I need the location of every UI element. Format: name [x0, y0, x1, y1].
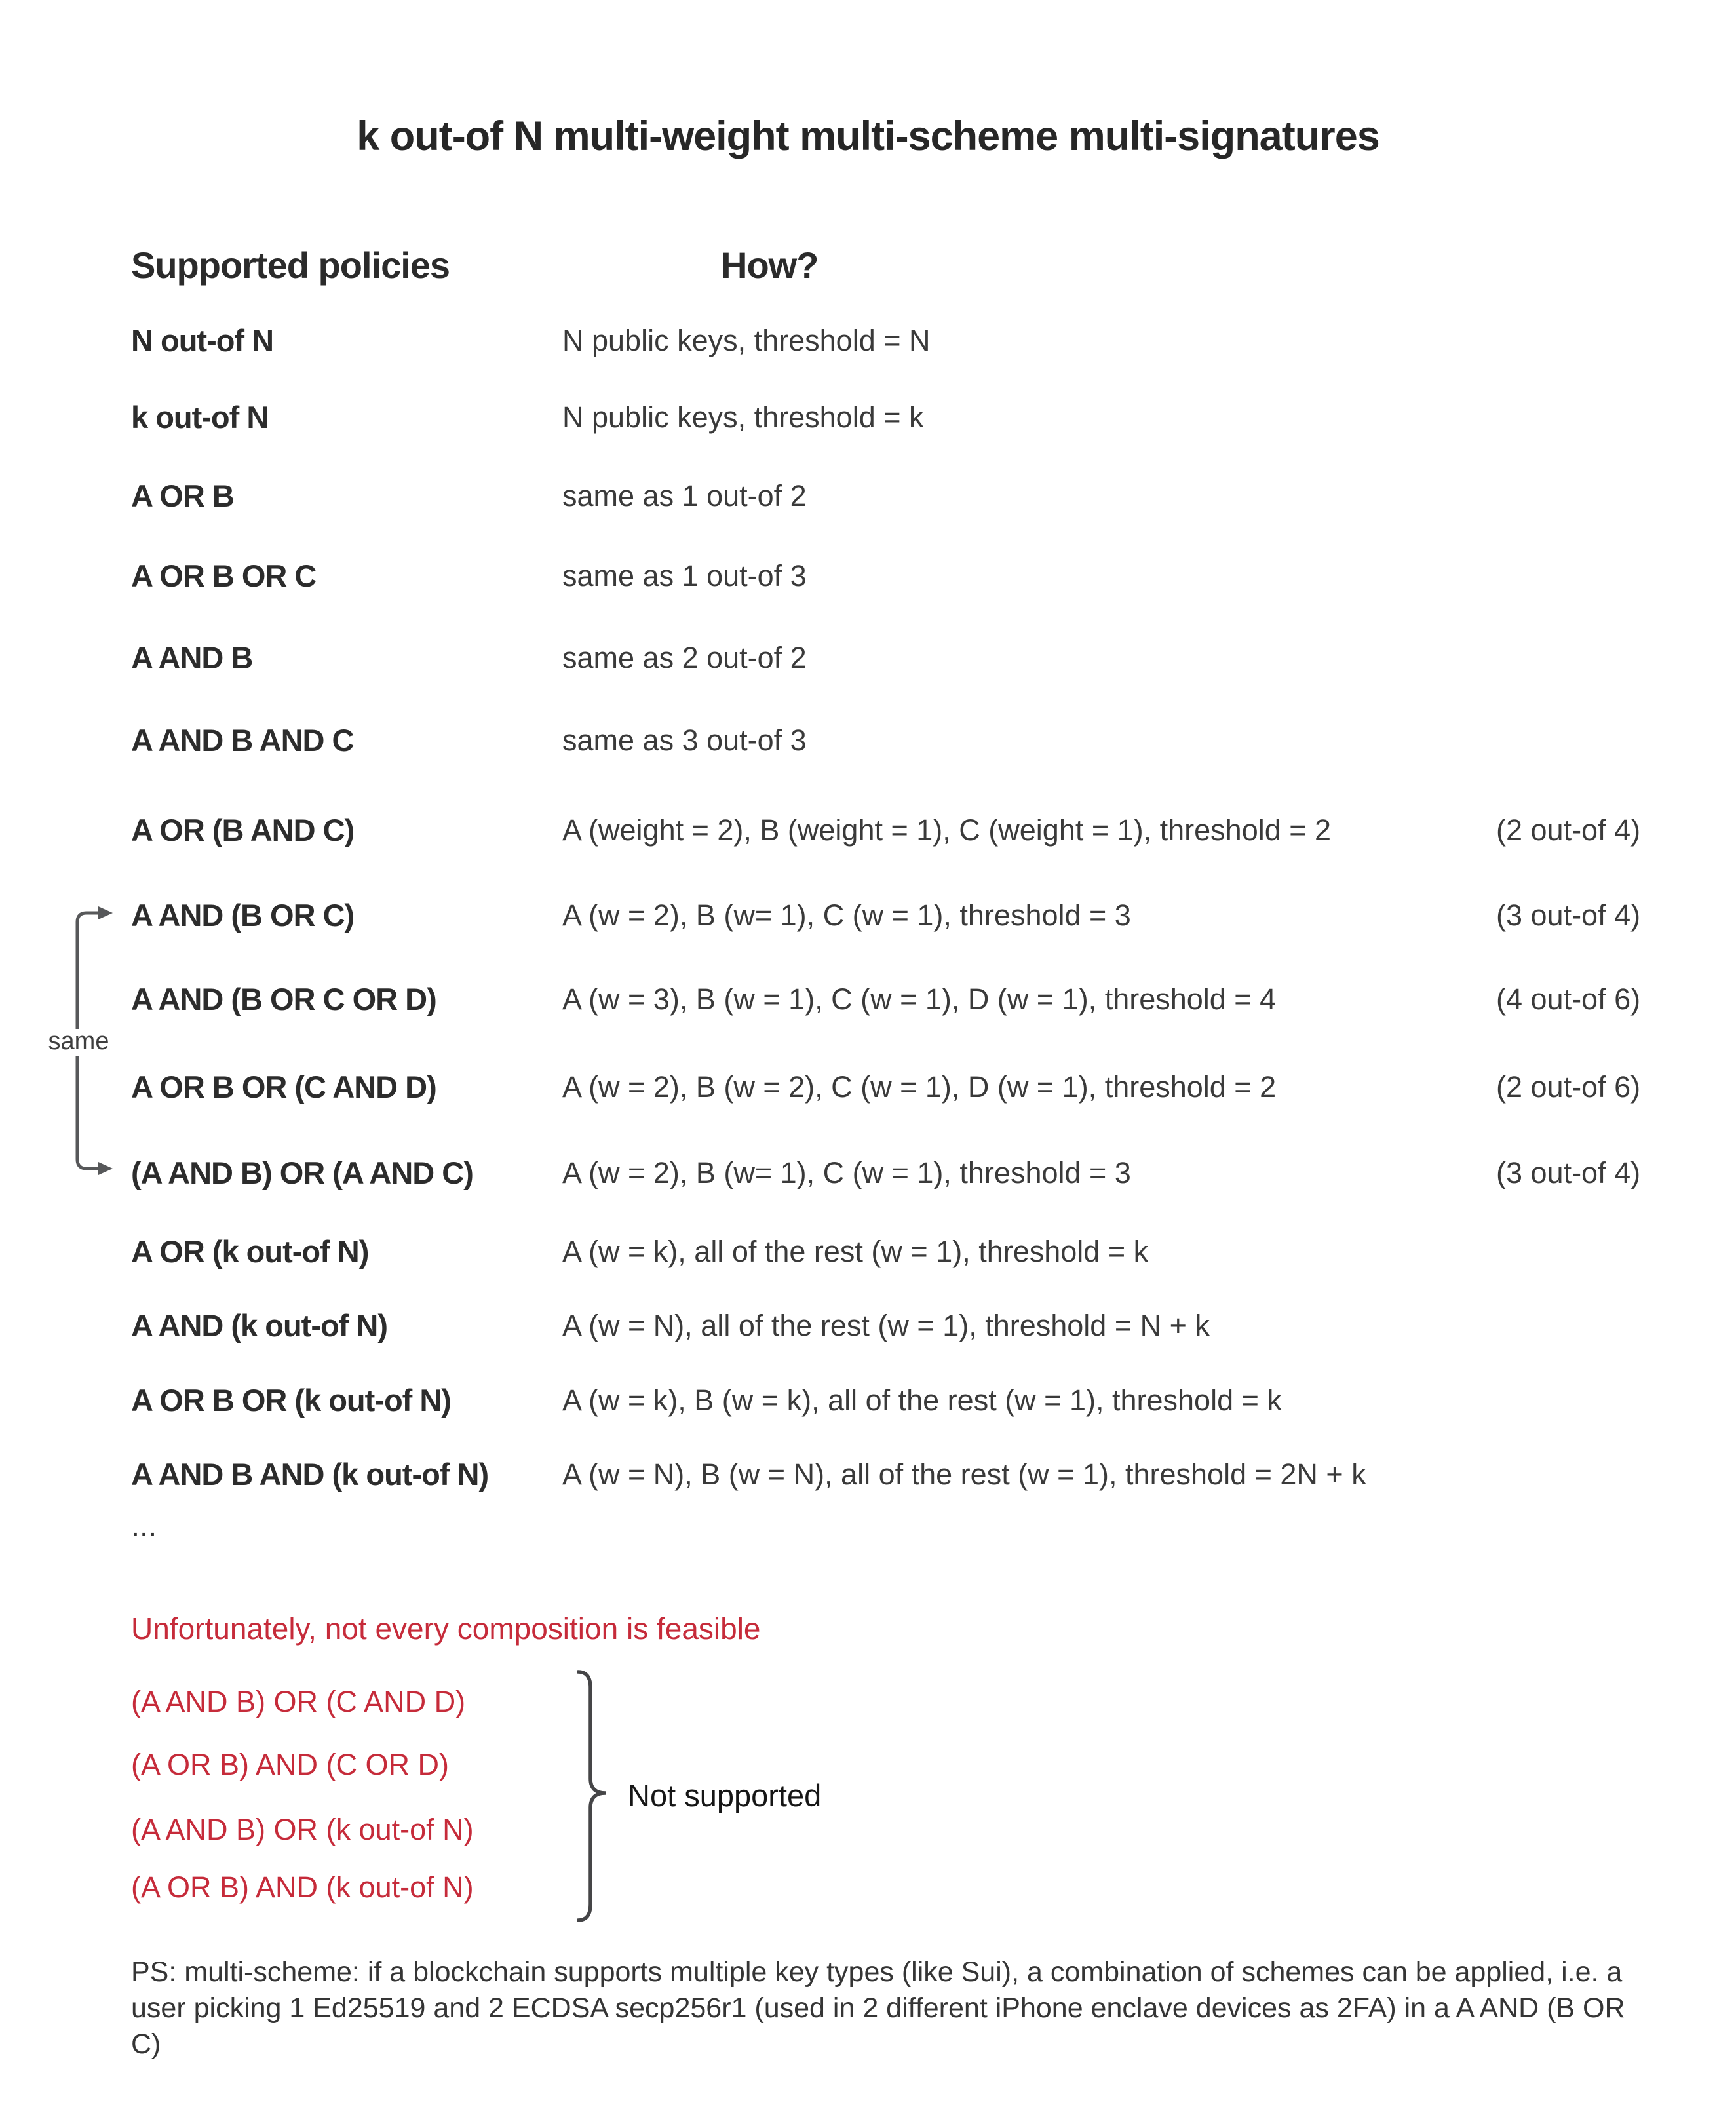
policy-cell: A AND B AND C: [131, 723, 354, 758]
policy-cell: A AND B: [131, 640, 253, 675]
how-cell: same as 1 out-of 2: [562, 479, 807, 512]
ps-note: PS: multi-scheme: if a blockchain supports multiple key types (like Sui), a combination of schemes can be applied, i.e. a user picking 1 Ed25519 and 2 ECDSA secp256r1 (used in 2 different iPhone enclave devices as 2FA) in a A AND (B OR C): [131, 1956, 1625, 2060]
how-cell: A (w = N), B (w = N), all of the rest (w = 1), threshold = 2N + k: [562, 1458, 1366, 1491]
how-cell: A (w = N), all of the rest (w = 1), threshold = N + k: [562, 1309, 1210, 1342]
table-row: [0, 812, 1736, 853]
table-row: [0, 1233, 1736, 1274]
infeasible-item: (A AND B) OR (C AND D): [131, 1685, 466, 1718]
table-row: [0, 722, 1736, 763]
policy-cell: A OR B OR (k out-of N): [131, 1383, 451, 1418]
policy-cell: A AND (B OR C): [131, 898, 355, 933]
table-row: [0, 558, 1736, 598]
policy-cell: N out-of N: [131, 323, 274, 358]
policy-cell: A AND (B OR C OR D): [131, 982, 436, 1016]
how-cell: A (w = 2), B (w= 1), C (w = 1), threshold = 3: [562, 1156, 1131, 1189]
policy-cell: A OR B: [131, 478, 234, 513]
policy-cell: (A AND B) OR (A AND C): [131, 1155, 473, 1190]
note-cell: (3 out-of 4): [1496, 899, 1641, 932]
how-cell: A (w = 3), B (w = 1), C (w = 1), D (w = 1), threshold = 4: [562, 982, 1277, 1016]
infeasible-item: (A OR B) AND (k out-of N): [131, 1870, 474, 1904]
policy-cell: A OR B OR C: [131, 558, 317, 593]
how-cell: A (w = k), B (w = k), all of the rest (w = 1), threshold = k: [562, 1383, 1282, 1417]
how-cell: A (w = 2), B (w = 2), C (w = 1), D (w = 1), threshold = 2: [562, 1070, 1277, 1104]
table-row: [0, 1069, 1736, 1110]
note-cell: (4 out-of 6): [1496, 982, 1641, 1016]
column-header-supported-policies: Supported policies: [131, 244, 450, 286]
how-cell: A (w = 2), B (w= 1), C (w = 1), threshold = 3: [562, 899, 1131, 932]
policy-cell: A OR (k out-of N): [131, 1234, 369, 1269]
note-cell: (2 out-of 6): [1496, 1070, 1641, 1104]
policy-cell: A OR (B AND C): [131, 813, 355, 847]
how-cell: N public keys, threshold = N: [562, 324, 931, 357]
how-cell: same as 2 out-of 2: [562, 641, 807, 674]
column-header-how: How?: [721, 244, 819, 286]
note-cell: (3 out-of 4): [1496, 1156, 1641, 1189]
not-supported-label: Not supported: [628, 1778, 822, 1813]
page-title: k out-of N multi-weight multi-scheme multi-signatures: [357, 113, 1379, 159]
table-row: [0, 640, 1736, 680]
table-row: [0, 981, 1736, 1022]
same-annotation-label: same: [48, 1028, 109, 1055]
policy-cell: A OR B OR (C AND D): [131, 1070, 436, 1104]
how-cell: same as 3 out-of 3: [562, 724, 807, 757]
policy-cell: A AND (k out-of N): [131, 1308, 387, 1343]
table-row: [0, 897, 1736, 938]
how-cell: A (w = k), all of the rest (w = 1), threshold = k: [562, 1235, 1149, 1268]
table-row: [0, 399, 1736, 440]
note-cell: (2 out-of 4): [1496, 813, 1641, 847]
table-row: [0, 1456, 1736, 1497]
table-row: [0, 1155, 1736, 1195]
infeasible-item: (A AND B) OR (k out-of N): [131, 1813, 474, 1846]
table-row: [0, 1382, 1736, 1423]
policy-cell: A AND B AND (k out-of N): [131, 1457, 489, 1492]
how-cell: same as 1 out-of 3: [562, 559, 807, 592]
how-cell: N public keys, threshold = k: [562, 400, 924, 434]
infeasible-heading: Unfortunately, not every composition is feasible: [131, 1612, 761, 1646]
table-row: [0, 322, 1736, 363]
table-row: [0, 478, 1736, 518]
table-ellipsis: ...: [131, 1508, 157, 1543]
not-supported-brace-icon: [577, 1670, 616, 1925]
table-row: [0, 1307, 1736, 1348]
infeasible-item: (A OR B) AND (C OR D): [131, 1748, 450, 1781]
how-cell: A (weight = 2), B (weight = 1), C (weight = 1), threshold = 2: [562, 813, 1332, 847]
policy-cell: k out-of N: [131, 400, 269, 435]
